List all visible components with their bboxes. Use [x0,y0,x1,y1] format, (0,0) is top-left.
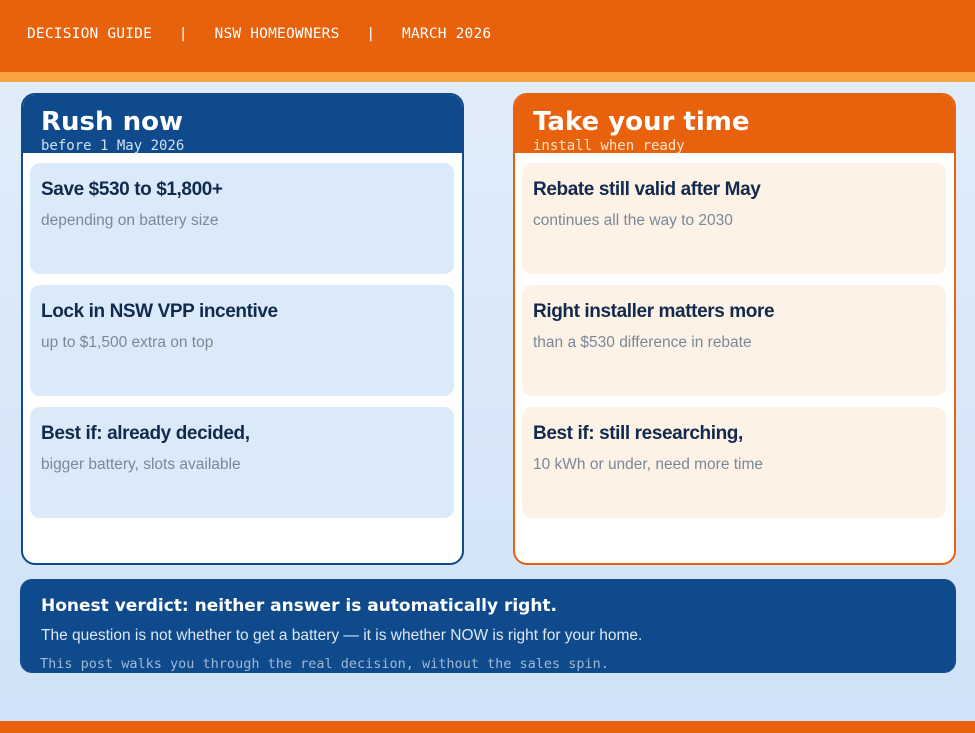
card-text: depending on battery size [41,212,219,229]
card-text: continues all the way to 2030 [533,212,733,229]
card-title: Save $530 to $1,800+ [41,179,223,200]
card-text: up to $1,500 extra on top [41,334,214,351]
take-your-time-header [515,95,954,153]
header-text: DECISION GUIDE | NSW HOMEOWNERS | MARCH 2026 [27,26,492,42]
take-your-time-subtitle: install when ready [533,138,685,153]
take-your-time-card [522,163,946,274]
rush-now-card [30,285,454,396]
take-your-time-title: Take your time [533,107,750,137]
take-your-time-card [522,407,946,518]
verdict-text: The question is not whether to get a battery — it is whether NOW is right for your home. [41,627,643,644]
rush-now-subtitle: before 1 May 2026 [41,138,185,153]
footer-bar [0,721,975,733]
verdict-note: This post walks you through the real decision, without the sales spin. [40,656,609,672]
rush-now-card [30,163,454,274]
header-accent-stripe [0,72,975,82]
verdict-banner [20,579,956,673]
card-text: 10 kWh or under, need more time [533,456,764,473]
header-bar [0,0,975,72]
card-title: Best if: already decided, [41,423,250,444]
rush-now-panel [21,93,464,565]
rush-now-header [23,95,462,153]
card-title: Best if: still researching, [533,423,743,444]
take-your-time-card [522,285,946,396]
take-your-time-panel [513,93,956,565]
card-title: Lock in NSW VPP incentive [41,301,278,322]
card-title: Rebate still valid after May [533,179,761,200]
card-title: Right installer matters more [533,301,775,322]
rush-now-card [30,407,454,518]
card-text: than a $530 difference in rebate [533,334,752,351]
rush-now-title: Rush now [41,107,183,137]
verdict-title: Honest verdict: neither answer is automatically right. [41,596,558,616]
card-text: bigger battery, slots available [41,456,241,473]
